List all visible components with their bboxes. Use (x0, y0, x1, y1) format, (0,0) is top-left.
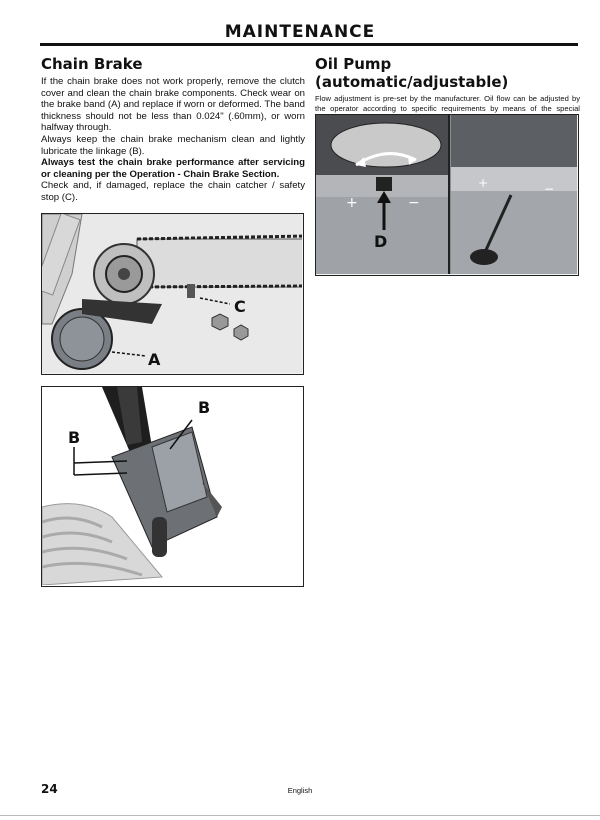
label-b-right: B (198, 398, 211, 417)
plus-sign-left: + (346, 195, 358, 211)
chain-brake-photo (41, 213, 304, 375)
page-number: 24 (41, 782, 58, 796)
bottom-rule (0, 815, 600, 816)
label-a: A (148, 350, 161, 369)
chain-brake-section (41, 55, 305, 204)
chain-brake-paragraph-1: If the chain brake does not work properly, remove the clutch cover and clean the chain brake components. Check wear on the brake band (A) and replace if worn or deformed. The band thickness should not be less than 0.024" (.60mm), or worn halfway through. (41, 76, 305, 134)
section-title: MAINTENANCE (224, 22, 376, 42)
chain-brake-paragraph-2: Always keep the chain brake mechanism clean and lightly lubricate the linkage (B). (41, 133, 305, 157)
label-b-left: B (68, 428, 81, 447)
label-d: D (374, 232, 388, 251)
minus-sign-left: − (408, 195, 420, 211)
plus-sign-right: + (478, 176, 489, 190)
label-c: C (234, 297, 246, 316)
oil-pump-paragraph: Flow adjustment is pre-set by the manufacturer. Oil flow can be adjusted by the operator according to specific requirements by means of the special (315, 94, 580, 114)
chain-brake-warning: Always test the chain brake performance after servicing or cleaning per the Operation - Chain Brake Section. (41, 157, 305, 180)
chain-brake-heading: Chain Brake (41, 55, 143, 73)
oil-pump-photo (315, 114, 579, 276)
language-label: English (287, 786, 313, 795)
header-rule (40, 43, 578, 46)
minus-sign-right: − (544, 182, 555, 196)
chain-brake-paragraph-4: Check and, if damaged, replace the chain catcher / safety stop (C). (41, 180, 305, 203)
oil-pump-heading: Oil Pump (automatic/adjustable) (315, 55, 509, 91)
linkage-photo (41, 386, 304, 587)
